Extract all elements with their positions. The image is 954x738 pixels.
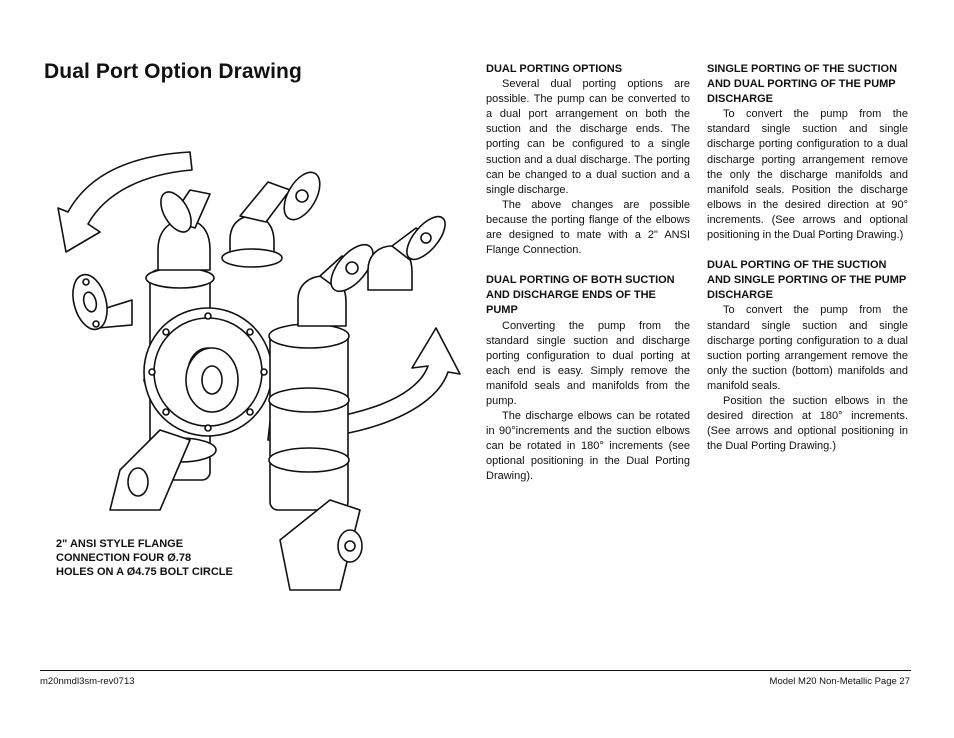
section-heading: SINGLE PORTING OF THE SUCTION AND DUAL PORTING OF THE PUMP DISCHARGE	[707, 63, 898, 106]
section-paragraph: Several dual porting options are possible. The pump can be converted to a dual port arrangement on both the suction and the discharge ends. The porting can be configured to a single suction and a dual discharge. The porting can be changed to a dual suction and a single discharge.	[486, 78, 690, 196]
section-paragraph: To convert the pump from the standard single suction and single discharge porting configuration to a dual discharge porting arrangement remove the only the discharge manifolds and manifold seals. Position the discharge elbows in the desired direction at 90° increments. (See arrows and optional positioning in the Dual Porting Drawing.)	[707, 108, 908, 242]
section-heading: DUAL PORTING OF THE SUCTION AND SINGLE PORTING OF THE PUMP DISCHARGE	[707, 259, 907, 302]
section-heading: DUAL PORTING OF BOTH SUCTION AND DISCHARGE ENDS OF THE PUMP	[486, 274, 675, 317]
discharge-elbow-top	[222, 166, 327, 267]
text-column-left	[486, 62, 690, 485]
flange-note-line: CONNECTION FOUR Ø.78	[56, 552, 192, 564]
section-paragraph: The discharge elbows can be rotated in 90°increments and the suction elbows can be rotated in 180° increments (see optional positioning in the Dual Porting Drawing).	[486, 410, 690, 483]
section-paragraph: To convert the pump from the standard single suction and single discharge porting configuration to a dual suction porting arrangement remove the only the suction (bottom) manifolds and manifold seals.	[707, 304, 908, 392]
section-paragraph: Position the suction elbows in the desired direction at 180° increments. (See arrows and optional positioning in the Dual Porting Drawing.)	[707, 394, 908, 453]
section-heading: DUAL PORTING OPTIONS	[486, 63, 623, 75]
footer-divider	[40, 670, 911, 671]
flange-note-line: 2" ANSI STYLE FLANGE	[56, 538, 184, 550]
text-column-right	[707, 62, 908, 454]
footer-document-code: m20nmdl3sm-rev0713	[40, 676, 135, 687]
center-flange	[186, 348, 238, 412]
page-title: Dual Port Option Drawing	[44, 60, 302, 83]
section-paragraph: Converting the pump from the standard single suction and discharge porting configuration to dual porting at each end is easy. Simply remove the manifold seals and manifolds from the pump.	[486, 319, 690, 407]
footer-page-label: Model M20 Non-Metallic Page 27	[769, 676, 910, 687]
section-paragraph: The above changes are possible because the porting flange of the elbows are designed to mate with a 2" ANSI Flange Connection.	[486, 198, 690, 257]
flange-connection-note	[56, 537, 233, 579]
flange-note-line: HOLES ON A Ø4.75 BOLT CIRCLE	[56, 566, 233, 578]
